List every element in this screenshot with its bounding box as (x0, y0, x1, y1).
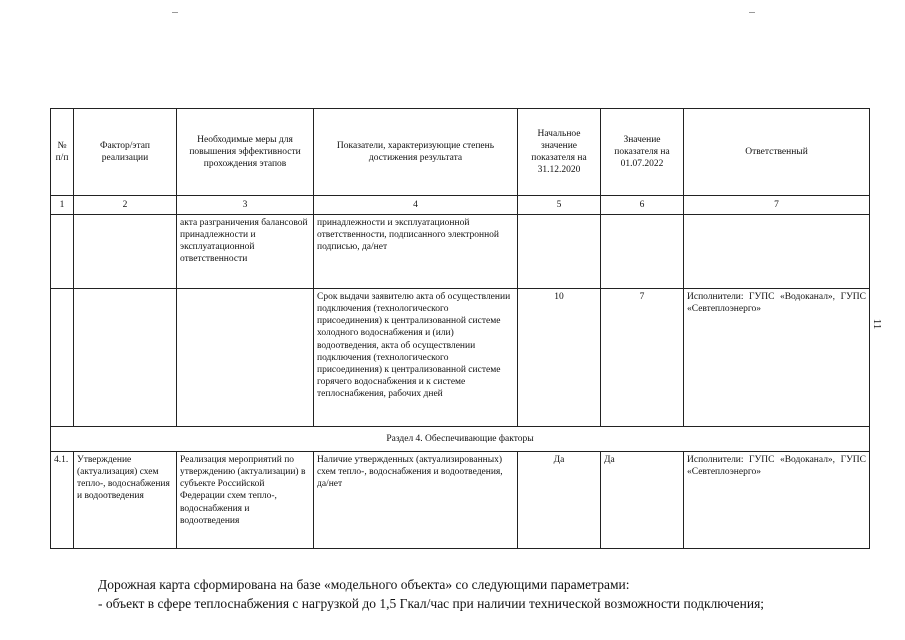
header-measures: Необходимые меры для повышения эффективности прохождения этапов (177, 109, 314, 196)
header-responsible: Ответственный (684, 109, 870, 196)
header-row (51, 109, 870, 196)
roadmap-table (50, 108, 870, 549)
row-value: 7 (601, 289, 684, 427)
row-indicators: Срок выдачи заявителю акта об осуществлении подключения (технологического присоединения) к централизованной системе холодного водоснабжения и (или) водоотведения, акта об осуществлении подключения (технологического присоединения) к централизованной системе горячего водоснабжения и к системе теплоснабжения, рабочих дней (314, 289, 518, 427)
column-number: 5 (518, 196, 601, 215)
column-number: 3 (177, 196, 314, 215)
section-row (51, 427, 870, 452)
row-measures (177, 289, 314, 427)
column-number: 1 (51, 196, 74, 215)
footer-line-1: Дорожная карта сформирована на базе «модельного объекта» со следующими параметрами: (98, 577, 630, 592)
row-num (51, 289, 74, 427)
section-title: Раздел 4. Обеспечивающие факторы (51, 427, 870, 452)
column-number: 7 (684, 196, 870, 215)
row-value (601, 215, 684, 289)
row-factor (74, 289, 177, 427)
scan-mark-left (172, 12, 178, 13)
row-num: 4.1. (51, 452, 74, 549)
column-number: 6 (601, 196, 684, 215)
row-initial-value (518, 215, 601, 289)
column-number: 2 (74, 196, 177, 215)
row-factor: Утверждение (актуализация) схем тепло-, водоснабжения и водоотведения (74, 452, 177, 549)
row-num (51, 215, 74, 289)
header-value: Значение показателя на 01.07.2022 (601, 109, 684, 196)
header-indicators: Показатели, характеризующие степень достижения результата (314, 109, 518, 196)
row-measures: Реализация мероприятий по утверждению (актуализации) в субъекте Российской Федерации схем тепло-, водоснабжения и водоотведения (177, 452, 314, 549)
row-initial-value: Да (518, 452, 601, 549)
row-responsible: Исполнители: ГУПС «Водоканал», ГУПС «Севтеплоэнерго» (684, 289, 870, 427)
table-row (51, 452, 870, 549)
scan-mark-right (749, 12, 755, 13)
row-indicators: Наличие утвержденных (актуализированных) схем тепло-, водоснабжения и водоотведения, да/нет (314, 452, 518, 549)
row-value: Да (601, 452, 684, 549)
row-responsible (684, 215, 870, 289)
header-initial-value: Начальное значение показателя на 31.12.2020 (518, 109, 601, 196)
page-number: 11 (871, 318, 883, 330)
footer-line-2: - объект в сфере теплоснабжения с нагрузкой до 1,5 Гкал/час при наличии технической возможности подключения; (98, 596, 765, 611)
row-responsible: Исполнители: ГУПС «Водоканал», ГУПС «Севтеплоэнерго» (684, 452, 870, 549)
column-number: 4 (314, 196, 518, 215)
header-num: № п/п (51, 109, 74, 196)
column-number-row (51, 196, 870, 215)
header-factor: Фактор/этап реализации (74, 109, 177, 196)
row-initial-value: 10 (518, 289, 601, 427)
row-indicators: принадлежности и эксплуатационной ответственности, подписанного электронной подписью, да/нет (314, 215, 518, 289)
table-row (51, 215, 870, 289)
row-factor (74, 215, 177, 289)
table-row (51, 289, 870, 427)
row-measures: акта разграничения балансовой принадлежности и эксплуатационной ответственности (177, 215, 314, 289)
